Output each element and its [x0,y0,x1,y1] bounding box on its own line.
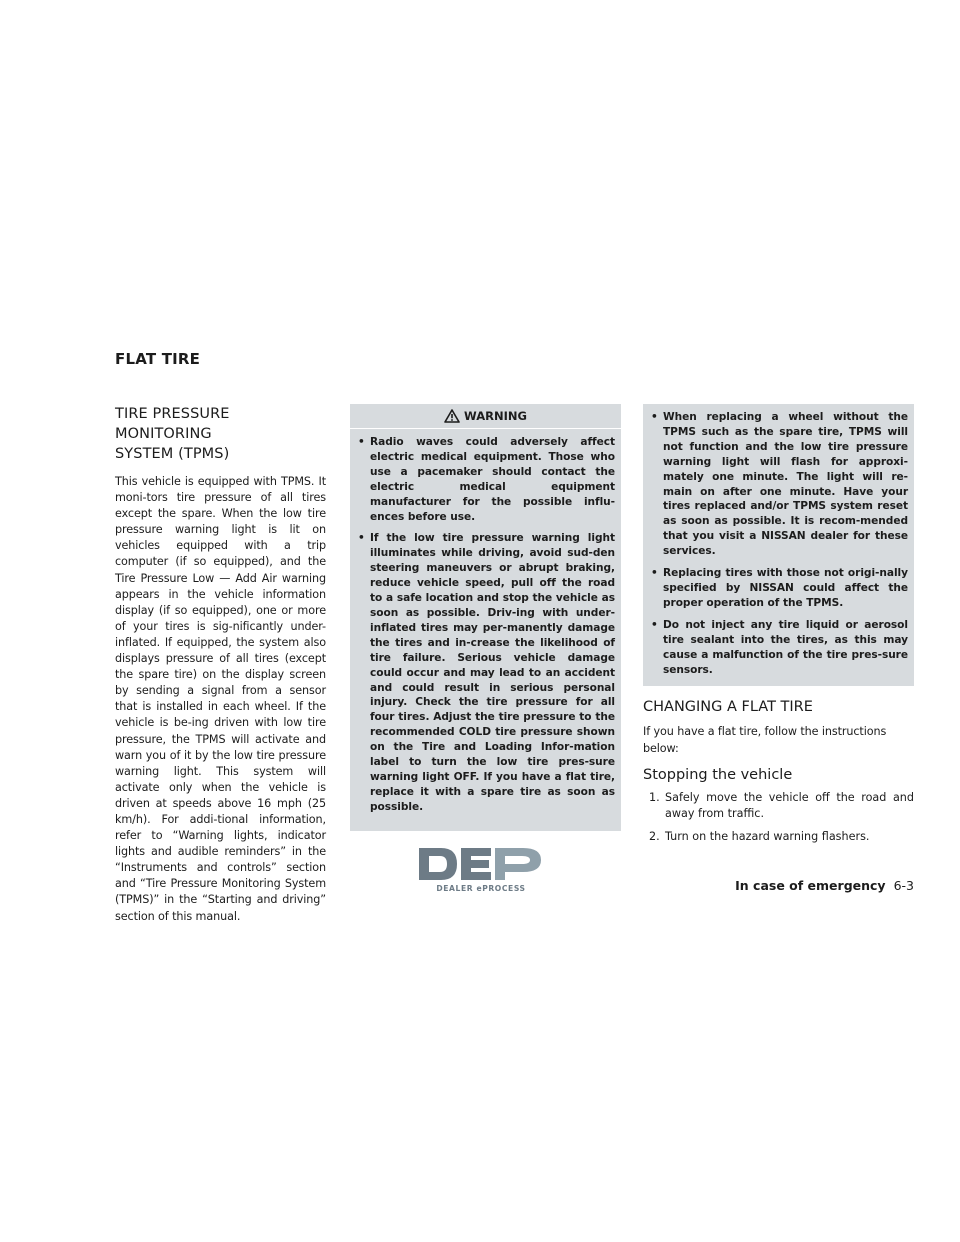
tpms-title-line2: SYSTEM (TPMS) [115,446,230,462]
warning-triangle-icon [444,409,460,423]
warning-box [350,404,621,831]
changing-intro: If you have a flat tire, follow the instructions below: [643,725,887,755]
dealer-eprocess-logo [419,846,544,894]
step-item [643,829,914,845]
warning-item: • Replacing tires with those not origi-nally specified by NISSAN could affect the proper operation of the TPMS. [649,566,908,611]
warning-item: • Do not inject any tire liquid or aerosol tire sealant into the tires, as this may cause a malfunction of the tire pres-sure sensors. [649,618,908,678]
section-header: FLAT TIRE [115,350,201,368]
step-item [643,790,914,822]
steps-list [643,790,914,845]
changing-title: CHANGING A FLAT TIRE [643,699,813,716]
warning-header [350,404,621,429]
tpms-body: This vehicle is equipped with TPMS. It moni-tors tire pressure of all tires except the spare. When the low tire pressure warning light is lit on vehicles equipped with a trip computer (if so equipped), and the Tire Pressure Low — Add Air warning appears in the vehicle information display (if so equipped), one or more of your tires is sig-nificantly under-inflated. If equipped, the system also displays pressure of all tires (except the spare tire) on the display screen by sending a signal from a sensor that is installed in each wheel. If the vehicle is be-ing driven with low tire pressure, the TPMS will activate and warn you of it by the low tire pressure warning light. This system will activate only when the vehicle is driven at speeds above 16 mph (25 km/h). For addi-tional information, refer to “Warning lights, indicator lights and audible reminders” in the “Instruments and controls” section and “Tire Pressure Monitoring System (TPMS)” in the “Starting and driving” section of this manual. [115,475,326,923]
warning-item: • If the low tire pressure warning light illuminates while driving, avoid sud-den steering maneuvers or abrupt braking, reduce vehicle speed, pull off the road to a safe location and stop the vehicle as soon as possible. Driv-ing with under-inflated tires may per-manently damage the tires and in-crease the likelihood of tire failure. Serious vehicle damage could occur and may lead to an accident and could result in serious personal injury. Check the tire pressure for all four tires. Adjust the tire pressure to the recommended COLD tire pressure shown on the Tire and Loading Infor-mation label to turn the low tire pres-sure warning light OFF. If you have a flat tire, replace it with a spare tire as soon as possible. [356,531,615,814]
footer-page-number: 6-3 [893,878,914,893]
step-text: Turn on the hazard warning flashers. [665,829,870,843]
page-footer [735,878,914,893]
logo-subtext: DEALER ePROCESS [436,884,526,893]
warning-list [356,435,615,815]
step-text: Safely move the vehicle off the road and away from traffic. [665,790,914,820]
column-tpms [115,404,326,925]
column-changing [643,404,914,852]
warning-label: WARNING [464,409,527,423]
step-number: 1. [649,790,660,804]
tpms-title-line1: TIRE PRESSURE MONITORING [115,406,230,442]
tpms-title [115,404,326,464]
warning-list-continued [649,410,908,677]
warning-item: • When replacing a wheel without the TPMS such as the spare tire, TPMS will not function and the low tire pressure warning light will flash for approxi-mately one minute. The light will re-main on after one minute. Have your tires replaced and/or TPMS system reset as soon as possible. It is recom-mended that you visit a NISSAN dealer for these services. [649,410,908,559]
warning-item: • Radio waves could adversely affect electric medical equipment. Those who use a pacemaker should contact the electric medical equipment manufacturer for the possible influ-ences before use. [356,435,615,524]
stopping-subtitle: Stopping the vehicle [643,766,793,783]
column-warning [350,404,621,831]
step-number: 2. [649,829,660,843]
warning-box-continued [643,404,914,686]
footer-chapter: In case of emergency [735,878,886,893]
